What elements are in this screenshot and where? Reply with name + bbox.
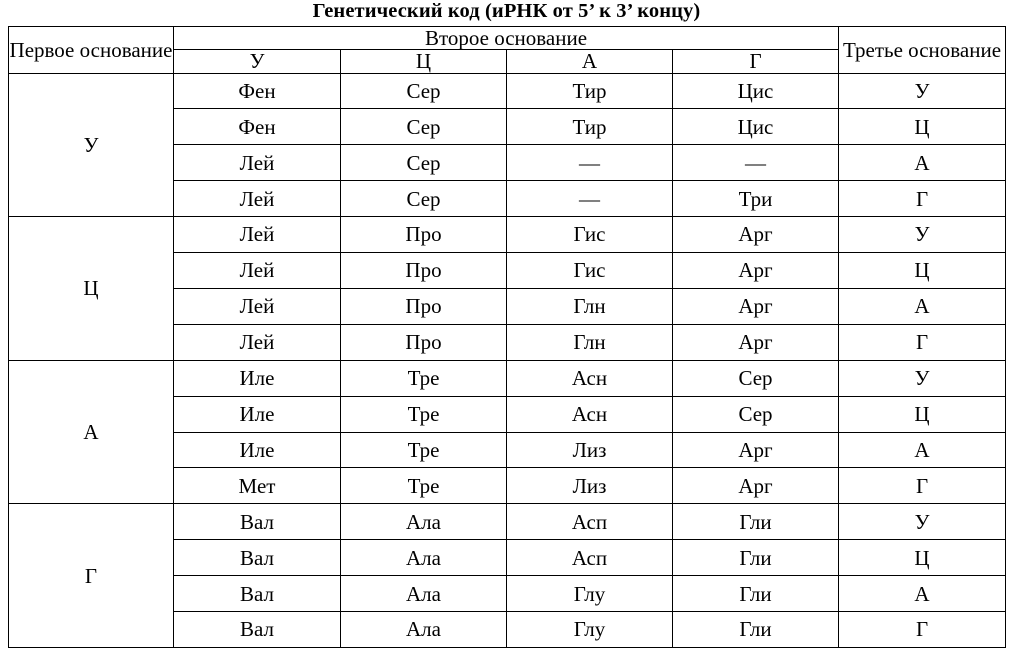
- third-base-cell: Г: [839, 324, 1006, 360]
- amino-acid-cell: Вал: [174, 576, 341, 612]
- amino-acid-cell: Гли: [673, 504, 839, 540]
- amino-acid-cell: Сер: [341, 73, 507, 109]
- table-row: [9, 360, 1006, 396]
- amino-acid-cell: Тре: [341, 360, 507, 396]
- third-base-cell: У: [839, 360, 1006, 396]
- amino-acid-cell: Иле: [174, 360, 341, 396]
- amino-acid-cell: Сер: [341, 181, 507, 217]
- header-second-base-a: А: [507, 50, 673, 73]
- amino-acid-cell: Про: [341, 288, 507, 324]
- header-row-1: [9, 27, 1006, 50]
- stop-codon-cell: —: [673, 145, 839, 181]
- amino-acid-cell: Тир: [507, 109, 673, 145]
- third-base-cell: А: [839, 288, 1006, 324]
- first-base-cell: Г: [9, 504, 174, 648]
- amino-acid-cell: Вал: [174, 612, 341, 648]
- amino-acid-cell: Тре: [341, 396, 507, 432]
- amino-acid-cell: Сер: [673, 360, 839, 396]
- amino-acid-cell: Иле: [174, 432, 341, 468]
- amino-acid-cell: Арг: [673, 432, 839, 468]
- amino-acid-cell: Цис: [673, 73, 839, 109]
- genetic-code-table-container: [8, 26, 1005, 648]
- amino-acid-cell: Лей: [174, 324, 341, 360]
- amino-acid-cell: Арг: [673, 324, 839, 360]
- stop-codon-cell: —: [507, 181, 673, 217]
- amino-acid-cell: Асн: [507, 396, 673, 432]
- third-base-cell: А: [839, 145, 1006, 181]
- stop-codon-cell: —: [507, 145, 673, 181]
- amino-acid-cell: Арг: [673, 253, 839, 289]
- amino-acid-cell: Арг: [673, 217, 839, 253]
- amino-acid-cell: Арг: [673, 468, 839, 504]
- amino-acid-cell: Асп: [507, 504, 673, 540]
- first-base-cell: Ц: [9, 217, 174, 361]
- header-third-base: Третье основание: [839, 27, 1006, 74]
- table-row: [9, 73, 1006, 109]
- third-base-cell: Г: [839, 612, 1006, 648]
- amino-acid-cell: Ала: [341, 504, 507, 540]
- amino-acid-cell: Три: [673, 181, 839, 217]
- third-base-cell: У: [839, 73, 1006, 109]
- amino-acid-cell: Сер: [673, 396, 839, 432]
- third-base-cell: У: [839, 217, 1006, 253]
- amino-acid-cell: Цис: [673, 109, 839, 145]
- amino-acid-cell: Лиз: [507, 432, 673, 468]
- third-base-cell: Ц: [839, 540, 1006, 576]
- third-base-cell: А: [839, 576, 1006, 612]
- amino-acid-cell: Фен: [174, 109, 341, 145]
- amino-acid-cell: Тре: [341, 432, 507, 468]
- amino-acid-cell: Ала: [341, 540, 507, 576]
- header-second-base-u: У: [174, 50, 341, 73]
- amino-acid-cell: Глу: [507, 576, 673, 612]
- table-row: [9, 217, 1006, 253]
- third-base-cell: Г: [839, 181, 1006, 217]
- amino-acid-cell: Глн: [507, 288, 673, 324]
- header-second-base-g: Г: [673, 50, 839, 73]
- amino-acid-cell: Гли: [673, 576, 839, 612]
- header-second-base-ts: Ц: [341, 50, 507, 73]
- amino-acid-cell: Ала: [341, 612, 507, 648]
- amino-acid-cell: Сер: [341, 109, 507, 145]
- header-first-base: Первое основание: [9, 27, 174, 74]
- page-title: Генетический код (иРНК от 5’ к 3’ концу): [312, 0, 701, 22]
- amino-acid-cell: Гис: [507, 217, 673, 253]
- third-base-cell: Ц: [839, 253, 1006, 289]
- amino-acid-cell: Мет: [174, 468, 341, 504]
- amino-acid-cell: Лиз: [507, 468, 673, 504]
- third-base-cell: Ц: [839, 396, 1006, 432]
- table-header: [9, 27, 1006, 74]
- amino-acid-cell: Гис: [507, 253, 673, 289]
- amino-acid-cell: Сер: [341, 145, 507, 181]
- amino-acid-cell: Иле: [174, 396, 341, 432]
- third-base-cell: А: [839, 432, 1006, 468]
- third-base-cell: Ц: [839, 109, 1006, 145]
- genetic-code-table: [8, 26, 1006, 648]
- amino-acid-cell: Лей: [174, 253, 341, 289]
- table-body: [9, 73, 1006, 648]
- table-row: [9, 504, 1006, 540]
- amino-acid-cell: Фен: [174, 73, 341, 109]
- amino-acid-cell: Тир: [507, 73, 673, 109]
- amino-acid-cell: Гли: [673, 612, 839, 648]
- header-second-base: Второе основание: [174, 27, 839, 50]
- amino-acid-cell: Вал: [174, 504, 341, 540]
- third-base-cell: Г: [839, 468, 1006, 504]
- amino-acid-cell: Глн: [507, 324, 673, 360]
- amino-acid-cell: Асн: [507, 360, 673, 396]
- amino-acid-cell: Вал: [174, 540, 341, 576]
- amino-acid-cell: Асп: [507, 540, 673, 576]
- amino-acid-cell: Лей: [174, 288, 341, 324]
- amino-acid-cell: Лей: [174, 181, 341, 217]
- amino-acid-cell: Арг: [673, 288, 839, 324]
- amino-acid-cell: Тре: [341, 468, 507, 504]
- amino-acid-cell: Ала: [341, 576, 507, 612]
- first-base-cell: У: [9, 73, 174, 217]
- amino-acid-cell: Глу: [507, 612, 673, 648]
- first-base-cell: А: [9, 360, 174, 504]
- amino-acid-cell: Про: [341, 253, 507, 289]
- amino-acid-cell: Лей: [174, 217, 341, 253]
- amino-acid-cell: Про: [341, 217, 507, 253]
- amino-acid-cell: Гли: [673, 540, 839, 576]
- amino-acid-cell: Про: [341, 324, 507, 360]
- third-base-cell: У: [839, 504, 1006, 540]
- amino-acid-cell: Лей: [174, 145, 341, 181]
